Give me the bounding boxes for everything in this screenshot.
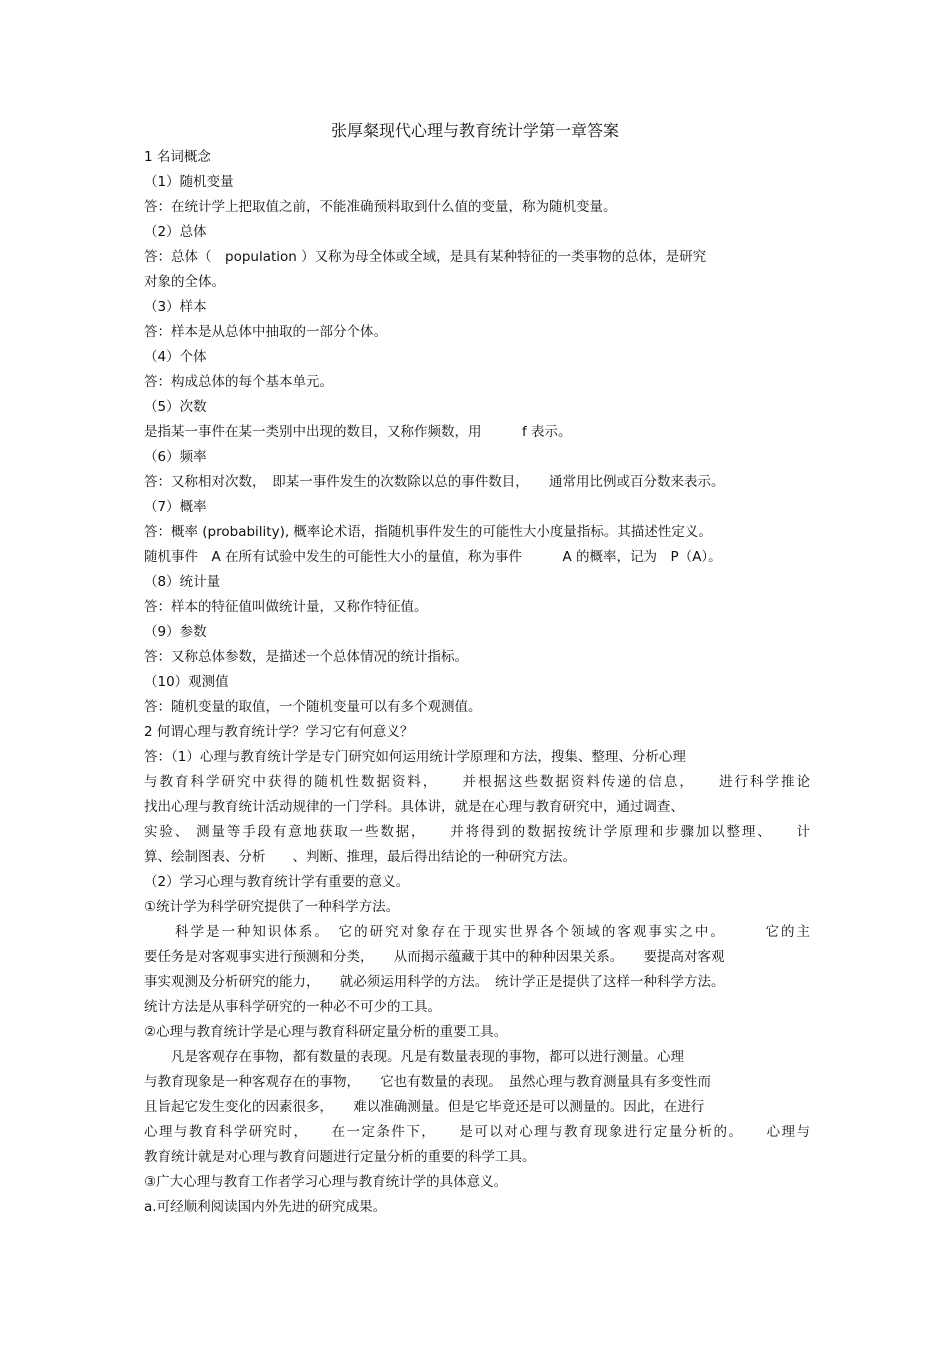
text-line: 心理与教育科学研究时， 在一定条件下， 是可以对心理与教育现象进行定量分析的。 心理与 <box>144 1124 810 1140</box>
text-line: （10）观测值 <box>144 674 229 690</box>
text-line: 随机事件 A 在所有试验中发生的可能性大小的量值，称为事件 A 的概率，记为 P（A）。 <box>144 549 722 565</box>
document-title: 张厚粲现代心理与教育统计学第一章答案 <box>330 121 619 140</box>
text-line: 与教育科学研究中获得的随机性数据资料， 并根据这些数据资料传递的信息， 进行科学推论 <box>144 774 810 790</box>
text-line: 实验、 测量等手段有意地获取一些数据， 并将得到的数据按统计学原理和步骤加以整理、 计 <box>144 824 810 840</box>
text-line: （8）统计量 <box>144 574 221 590</box>
text-line: 答：（1）心理与教育统计学是专门研究如何运用统计学原理和方法，搜集、整理、分析心理 <box>144 749 686 765</box>
text-line: （9）参数 <box>144 624 207 640</box>
text-line: （2）总体 <box>144 224 207 240</box>
text-line: 答：概率 (probability), 概率论术语，指随机事件发生的可能性大小度量指标。其描述性定义。 <box>144 524 712 540</box>
text-line: 答：又称相对次数， 即某一事件发生的次数除以总的事件数目， 通常用比例或百分数来表示。 <box>144 474 725 490</box>
text-line: 答：又称总体参数，是描述一个总体情况的统计指标。 <box>144 649 468 665</box>
text-line: 1 名词概念 <box>144 149 211 165</box>
text-line: ③广大心理与教育工作者学习心理与教育统计学的具体意义。 <box>144 1174 508 1190</box>
text-line: 对象的全体。 <box>144 274 225 290</box>
text-line: （2）学习心理与教育统计学有重要的意义。 <box>144 874 410 890</box>
text-line: 要任务是对客观事实进行预测和分类， 从而揭示蕴藏于其中的种种因果关系。 要提高对客观 <box>144 949 725 965</box>
text-line: 答：样本是从总体中抽取的一部分个体。 <box>144 324 387 340</box>
text-line: 是指某一事件在某一类别中出现的数目，又称作频数，用 f 表示。 <box>144 424 572 440</box>
text-line: 凡是客观存在事物，都有数量的表现。凡是有数量表现的事物，都可以进行测量。心理 <box>144 1049 684 1065</box>
text-line: 教育统计就是对心理与教育问题进行定量分析的重要的科学工具。 <box>144 1149 536 1165</box>
text-line: 找出心理与教育统计活动规律的一门学科。具体讲，就是在心理与教育研究中，通过调查、 <box>144 799 684 815</box>
text-line: （7）概率 <box>144 499 207 515</box>
text-line: 答：样本的特征值叫做统计量，又称作特征值。 <box>144 599 428 615</box>
text-line: 答：在统计学上把取值之前，不能准确预料取到什么值的变量，称为随机变量。 <box>144 199 617 215</box>
text-line: ①统计学为科学研究提供了一种科学方法。 <box>144 899 400 915</box>
text-line: （1）随机变量 <box>144 174 234 190</box>
document-body <box>144 145 810 1220</box>
text-line: 答：随机变量的取值，一个随机变量可以有多个观测值。 <box>144 699 482 715</box>
text-line: 科学是一种知识体系。 它的研究对象存在于现实世界各个领域的客观事实之中。 它的主 <box>144 924 810 940</box>
text-line: （6）频率 <box>144 449 207 465</box>
text-line: 事实观测及分析研究的能力， 就必须运用科学的方法。 统计学正是提供了这样一种科学方法。 <box>144 974 725 990</box>
text-line: 且旨起它发生变化的因素很多， 难以准确测量。但是它毕竟还是可以测量的。因此，在进行 <box>144 1099 705 1115</box>
text-line: 统计方法是从事科学研究的一种必不可少的工具。 <box>144 999 441 1015</box>
text-line: 算、绘制图表、分析 、判断、推理，最后得出结论的一种研究方法。 <box>144 849 576 865</box>
text-line: 答：构成总体的每个基本单元。 <box>144 374 333 390</box>
text-line: （5）次数 <box>144 399 207 415</box>
text-line: ②心理与教育统计学是心理与教育科研定量分析的重要工具。 <box>144 1024 508 1040</box>
text-line: （4）个体 <box>144 349 207 365</box>
text-line: （3）样本 <box>144 299 207 315</box>
text-line: 与教育现象是一种客观存在的事物， 它也有数量的表现。 虽然心理与教育测量具有多变性而 <box>144 1074 711 1090</box>
text-line: 答：总体（ population ）又称为母全体或全域，是具有某种特征的一类事物的总体，是研究 <box>144 249 707 265</box>
text-line: a.可经顺利阅读国内外先进的研究成果。 <box>144 1199 387 1215</box>
text-line: 2 何谓心理与教育统计学？学习它有何意义？ <box>144 724 414 740</box>
